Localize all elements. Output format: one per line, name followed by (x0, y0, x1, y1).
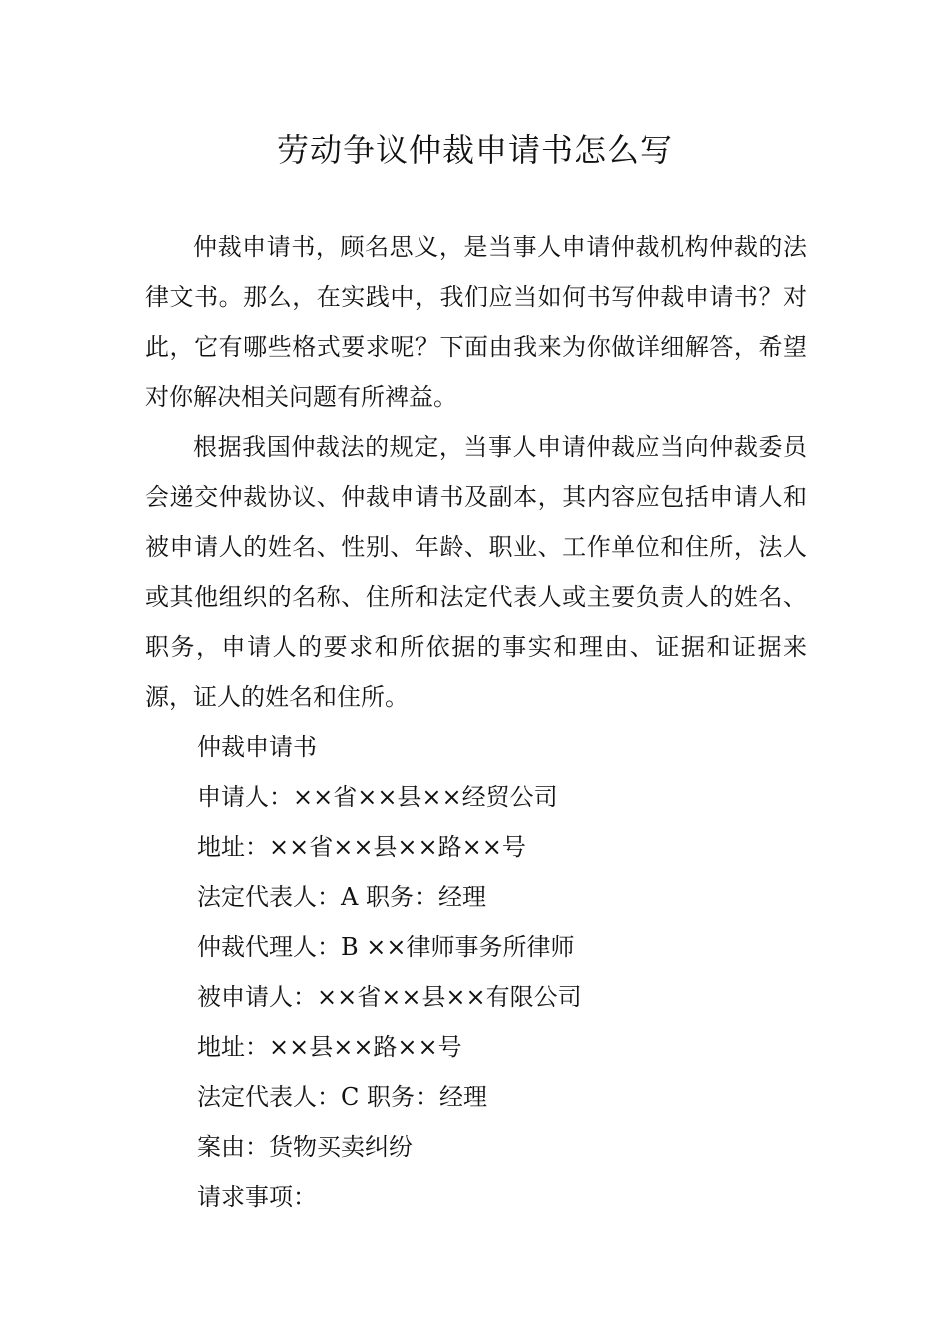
applicant-representative-line: 法定代表人：A 职务：经理 (197, 883, 486, 911)
applicant-address-line: 地址：××省××县××路××号 (197, 833, 526, 861)
document-body (145, 222, 807, 1222)
respondent-address-line: 地址：××县××路××号 (197, 1033, 462, 1061)
intro-paragraph: 仲裁申请书，顾名思义，是当事人申请仲裁机构仲裁的法律文书。那么，在实践中，我们应当如何书写仲裁申请书？对此，它有哪些格式要求呢？下面由我来为你做详细解答，希望对你解决相关问题有所裨益。 (145, 233, 807, 411)
respondent-representative-line: 法定代表人：C 职务：经理 (197, 1083, 487, 1111)
form-heading: 仲裁申请书 (197, 733, 317, 761)
claims-line: 请求事项： (197, 1183, 317, 1211)
applicant-line: 申请人：××省××县××经贸公司 (197, 783, 558, 811)
respondent-line: 被申请人：××省××县××有限公司 (197, 983, 582, 1011)
law-paragraph: 根据我国仲裁法的规定，当事人申请仲裁应当向仲裁委员会递交仲裁协议、仲裁申请书及副本，其内容应包括申请人和被申请人的姓名、性别、年龄、职业、工作单位和住所，法人或其他组织的名称、住所和法定代表人或主要负责人的姓名、职务，申请人的要求和所依据的事实和理由、证据和证据来源，证人的姓名和住所。 (145, 433, 807, 711)
document-title: 劳动争议仲裁申请书怎么写 (276, 131, 673, 169)
case-cause-line: 案由：货物买卖纠纷 (197, 1133, 413, 1161)
arbitration-agent-line: 仲裁代理人：B ××律师事务所律师 (197, 933, 575, 961)
